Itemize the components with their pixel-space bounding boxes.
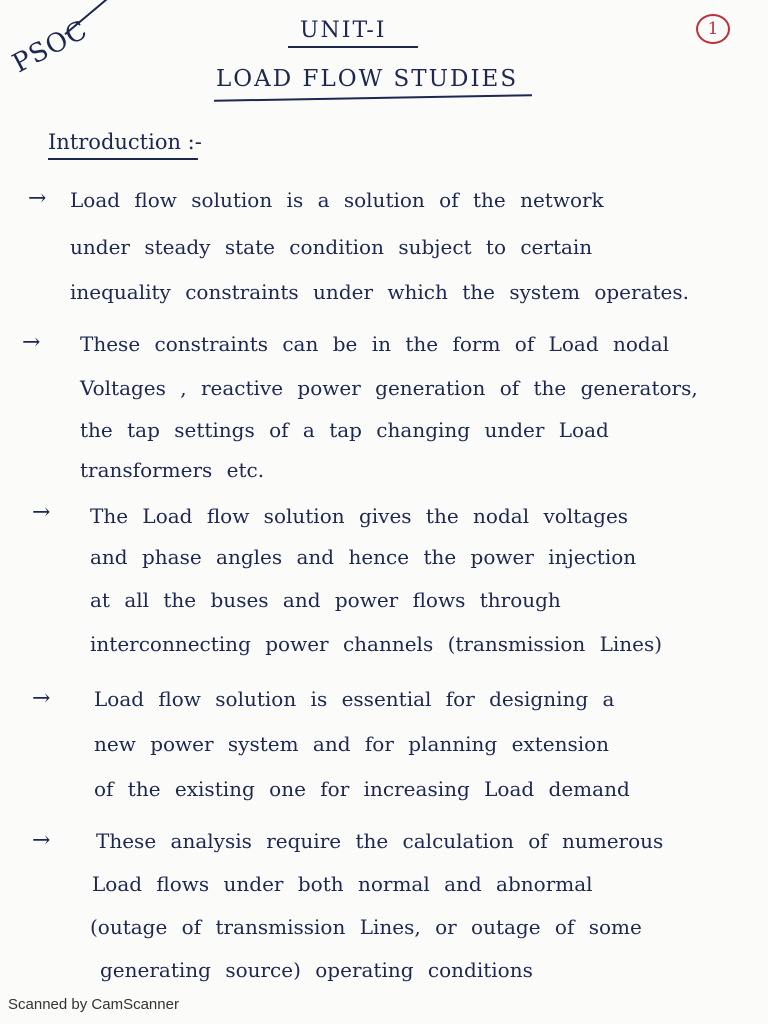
text-line: and phase angles and hence the power injection — [90, 545, 637, 569]
text-line: These constraints can be in the form of Load nodal — [80, 332, 670, 356]
text-line: inequality constraints under which the system operates. — [70, 280, 689, 304]
text-line: (outage of transmission Lines, or outage of some — [90, 915, 642, 939]
text-line: Voltages , reactive power generation of the generators, — [80, 376, 698, 400]
arrow-icon: → — [32, 500, 51, 525]
text-line: transformers etc. — [80, 458, 265, 482]
text-line: new power system and for planning extension — [94, 732, 610, 756]
section-heading: Introduction :- — [48, 130, 202, 154]
text-line: of the existing one for increasing Load demand — [94, 777, 630, 801]
text-line: under steady state condition subject to certain — [70, 235, 593, 259]
text-line: These analysis require the calculation of numerous — [96, 829, 664, 853]
text-line: at all the buses and power flows through — [90, 588, 561, 612]
page-number: 1 — [696, 14, 730, 44]
text-line: Load flow solution is essential for designing a — [94, 687, 615, 711]
text-line: generating source) operating conditions — [100, 958, 533, 982]
unit-heading: UNIT-I — [300, 18, 387, 43]
scanner-watermark: Scanned by CamScanner — [8, 996, 179, 1013]
arrow-icon: → — [32, 686, 51, 711]
title-underline — [214, 94, 532, 102]
text-line: Load flow solution is a solution of the network — [70, 188, 604, 212]
text-line: The Load flow solution gives the nodal voltages — [90, 504, 629, 528]
arrow-icon: → — [32, 828, 51, 853]
text-line: Load flows under both normal and abnormal — [92, 872, 593, 896]
page-title: LOAD FLOW STUDIES — [216, 66, 519, 92]
arrow-icon: → — [28, 186, 47, 211]
unit-underline — [288, 46, 418, 48]
heading-underline — [48, 158, 198, 160]
arrow-icon: → — [22, 330, 41, 355]
text-line: interconnecting power channels (transmission Lines) — [90, 632, 663, 656]
subject-code: PSOC — [7, 14, 93, 80]
text-line: the tap settings of a tap changing under Load — [80, 418, 609, 442]
